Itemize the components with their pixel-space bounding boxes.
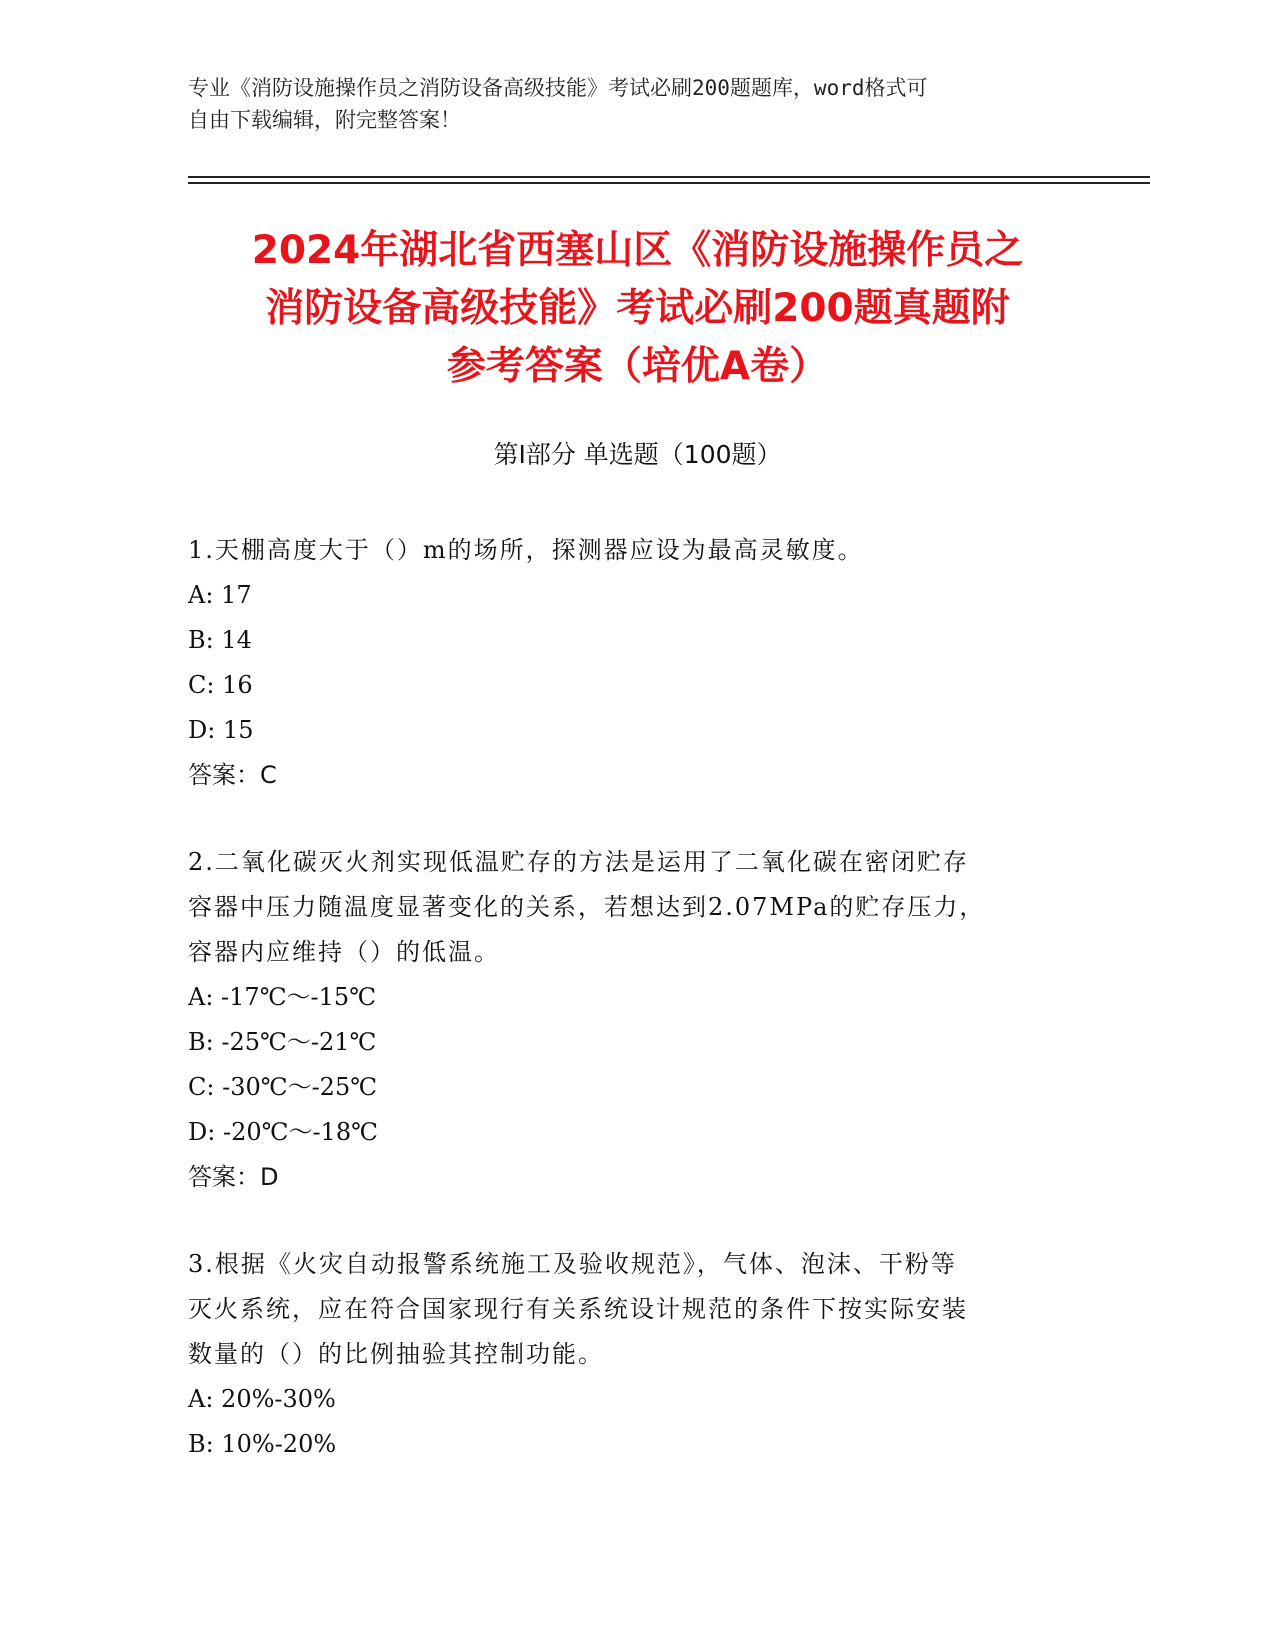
answer: 答案：C <box>188 761 277 789</box>
question-text-line: 3.根据《火灾自动报警系统施工及验收规范》，气体、泡沫、干粉等 <box>188 1250 957 1278</box>
option-c: C: -30℃～-25℃ <box>188 1073 378 1101</box>
section-title: 第I部分 单选题（100题） <box>493 440 782 469</box>
header-note-line: 专业《消防设施操作员之消防设备高级技能》考试必刷200题题库，word格式可 <box>188 76 928 100</box>
question-2 <box>188 840 1088 1200</box>
question-text <box>188 1242 1088 1377</box>
header-divider <box>188 182 1150 184</box>
question-text-line: 数量的（）的比例抽验其控制功能。 <box>188 1340 604 1368</box>
option-b: B: -25℃～-21℃ <box>188 1028 377 1056</box>
header-note-line: 自由下载编辑，附完整答案！ <box>188 108 461 132</box>
option-a: A: 20%-30% <box>188 1385 336 1413</box>
question-text <box>188 528 1088 573</box>
option-b: B: 10%-20% <box>188 1430 337 1458</box>
option-d: D: -20℃～-18℃ <box>188 1118 378 1146</box>
question-text-line: 容器中压力随温度显著变化的关系，若想达到2.07MPa的贮存压力， <box>188 893 986 921</box>
header-note <box>188 72 1068 136</box>
document-title-line: 消防设备高级技能》考试必刷200题真题附 <box>265 286 1010 331</box>
header-divider <box>188 176 1150 178</box>
question-1 <box>188 528 1088 798</box>
option-c: C: 16 <box>188 671 253 699</box>
option-b: B: 14 <box>188 626 252 654</box>
question-text-line: 灭火系统，应在符合国家现行有关系统设计规范的条件下按实际安装 <box>188 1295 968 1323</box>
document-title <box>150 222 1125 396</box>
question-text-line: 1.天棚高度大于（）m的场所，探测器应设为最高灵敏度。 <box>188 536 864 564</box>
option-a: A: 17 <box>188 581 252 609</box>
option-a: A: -17℃～-15℃ <box>188 983 377 1011</box>
answer: 答案：D <box>188 1163 279 1191</box>
option-d: D: 15 <box>188 716 254 744</box>
document-title-line: 参考答案（培优A卷） <box>446 344 829 389</box>
question-text <box>188 840 1088 975</box>
question-text-line: 容器内应维持（）的低温。 <box>188 938 500 966</box>
question-3 <box>188 1242 1088 1467</box>
question-list <box>188 528 1088 1509</box>
document-title-line: 2024年湖北省西塞山区《消防设施操作员之 <box>251 228 1024 273</box>
question-text-line: 2.二氧化碳灭火剂实现低温贮存的方法是运用了二氧化碳在密闭贮存 <box>188 848 969 876</box>
